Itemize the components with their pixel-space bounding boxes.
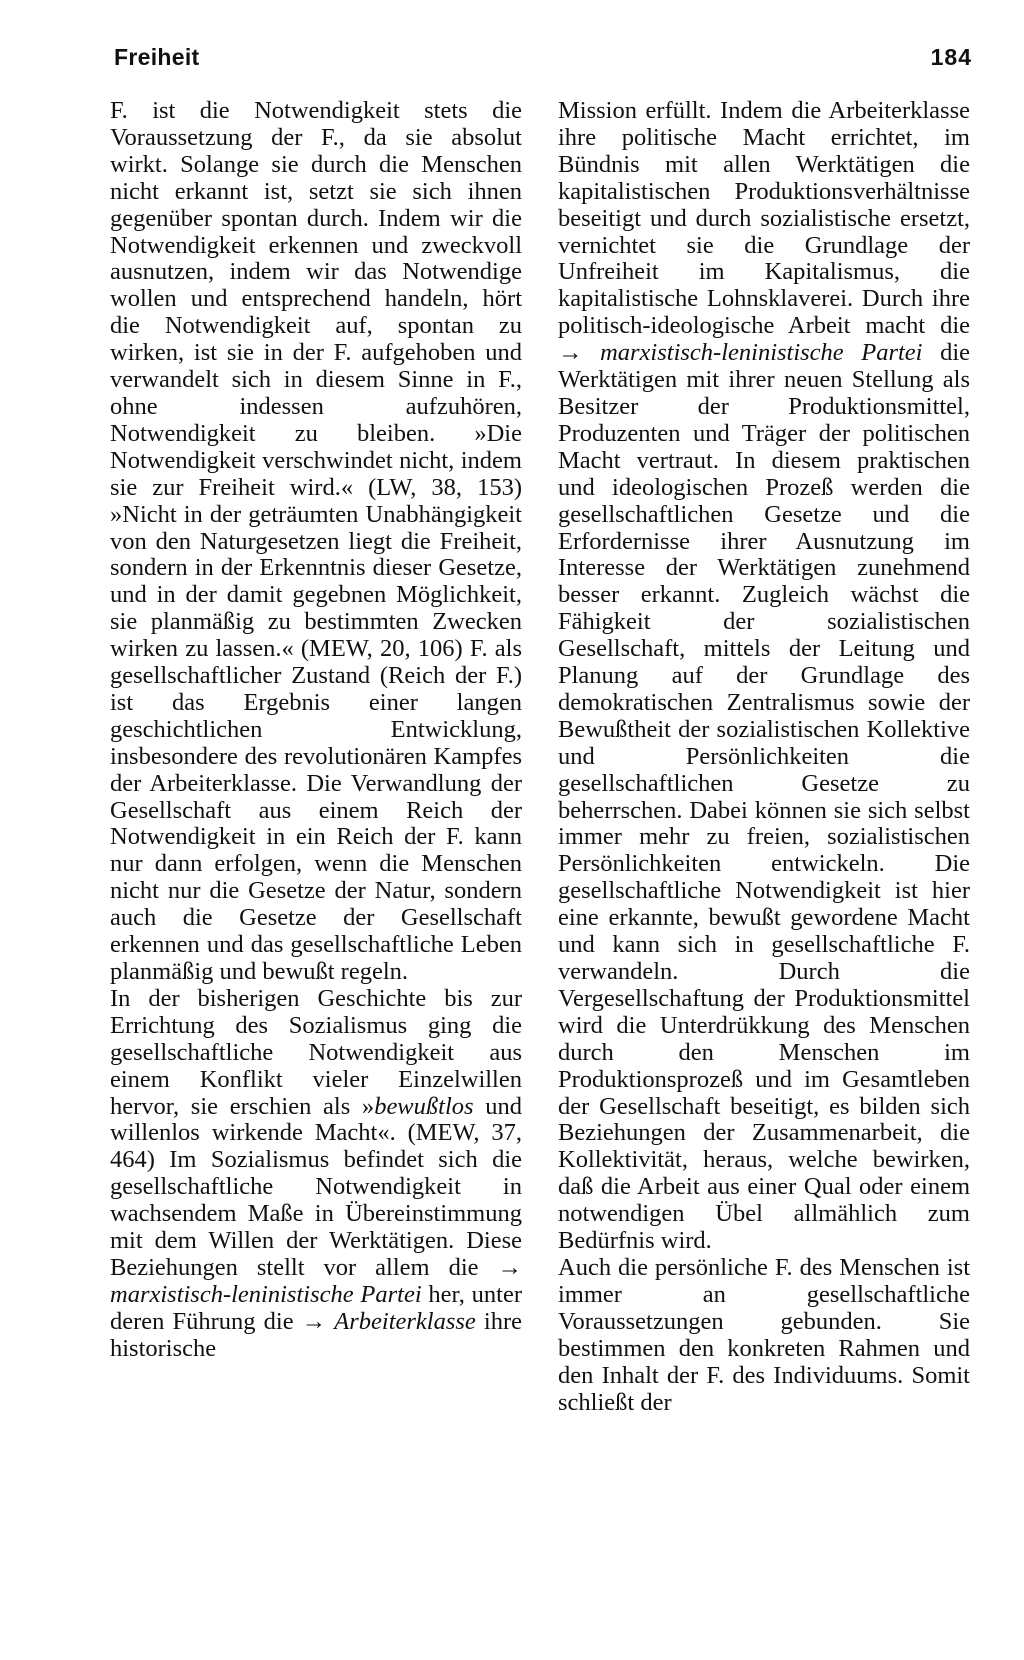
- running-head: Freiheit: [114, 44, 200, 70]
- left-p1-text: F. ist die Notwendigkeit stets die Voraussetzung der F., da sie absolut wirkt. Solange sie durch die Menschen nicht erkannt ist, setzt sie sich ihnen gegenüber spontan durch. Indem wir die Notwendigkeit erkennen und zweckvoll ausnutzen, indem wir das Notwendige wollen und entsprechend handeln, hört die Notwendigkeit auf, spontan zu wirken, ist sie in der F. aufgehoben und verwandelt sich in diesem Sinne in F., ohne indessen aufzuhören, Notwendigkeit zu bleiben. »Die Notwendigkeit verschwindet nicht, indem sie zur Freiheit wird.« (LW, 38, 153) »Nicht in der geträumten Unabhängigkeit von den Naturgesetzen liegt die Freiheit, sondern in der Erkenntnis dieser Gesetze, und in der damit gegebnen Möglichkeit, sie planmäßig zu bestimmten Zwecken wirken zu lassen.« (MEW, 20, 106) F. als gesellschaftlicher Zustand (Reich der F.) ist das Ergebnis einer langen geschichtlichen Entwicklung, insbesondere des revolutionären Kampfes der Arbeiterklasse. Die Verwandlung der Gesellschaft aus einem Reich der Notwendigkeit in ein Reich der F. kann nur dann erfolgen, wenn die Menschen nicht nur die Gesetze der Natur, sondern auch die Gesetze der Gesellschaft erkennen und das gesellschaftliche Leben planmäßig und bewußt regeln.: [110, 97, 522, 985]
- left-paragraph-1: [110, 98, 522, 986]
- left-p2-text-c: und willenlos wirkende Macht«. (MEW, 37, 464) Im Sozialismus befindet sich die gesellschaftliche Notwendigkeit in wachsendem Maße in Übereinstimmung mit dem Willen der Werktätigen. Diese Beziehungen stellt vor allem die →: [110, 1092, 523, 1281]
- left-p2-crossref-arbeiterklasse: Arbeiterklasse: [334, 1307, 476, 1335]
- left-p2-crossref-partei: marxistisch-leninistische Partei: [110, 1280, 422, 1308]
- right-p1-crossref-partei: marxistisch-leninistische Partei: [600, 339, 923, 367]
- right-paragraph-1: [558, 98, 970, 1255]
- left-p2-emphasis-bewusstlos: bewußtlos: [374, 1092, 474, 1120]
- left-p2-text-g: ihre historische: [110, 1307, 523, 1362]
- right-p2-text: Auch die persönliche F. des Menschen ist immer an gesellschaftliche Voraussetzungen gebunden. Sie bestimmen den konkreten Rahmen und den Inhalt der F. des Individuums. Somit schließt der: [558, 1253, 970, 1416]
- page-number: 184: [930, 44, 972, 70]
- left-p2-text-a: In der bisherigen Geschichte bis zur Errichtung des Sozialismus ging die gesellschaftliche Notwendigkeit aus einem Konflikt vieler Einzelwillen hervor, sie erschien als »: [110, 984, 522, 1120]
- page-header: [114, 44, 972, 80]
- right-column: [558, 98, 970, 1416]
- left-p2-text-e: her, unter deren Führung die →: [110, 1280, 522, 1335]
- left-paragraph-2: [110, 986, 522, 1363]
- right-p1-text-c: die Werktätigen mit ihrer neuen Stellung als Besitzer der Produktionsmittel, Produzenten und Träger der politischen Macht vertraut. In diesem praktischen und ideologischen Prozeß werden die gesellschaftlichen Gesetze und die Erfordernisse ihrer Ausnutzung im Interesse der Werktätigen zunehmend besser erkannt. Zugleich wächst die Fähigkeit der sozialistischen Gesellschaft, mittels der Leitung und Planung auf der Grundlage des demokratischen Zentralismus sowie der Bewußtheit der sozialistischen Kollektive und Persönlichkeiten die gesellschaftlichen Gesetze zu beherrschen. Dabei können sie sich selbst immer mehr zu freien, sozialistischen Persönlichkeiten entwickeln. Die gesellschaftliche Notwendigkeit ist hier eine erkannte, bewußt gewordene Macht und kann sich in gesellschaftliche F. verwandeln. Durch die Vergesellschaftung der Produktionsmittel wird die Unterdrükkung des Menschen durch den Menschen im Produktionsprozeß und im Gesamtleben der Gesellschaft beseitigt, es bilden sich Beziehungen der Zusammenarbeit, die Kollektivität, heraus, welche bewirken, daß die Arbeit aus einer Qual oder einem notwendigen Übel allmählich zum Bedürfnis wird.: [558, 339, 971, 1255]
- left-column: [110, 98, 522, 1363]
- right-paragraph-2: [558, 1255, 970, 1416]
- right-p1-text-a: Mission erfüllt. Indem die Arbeiterklasse ihre politische Macht errichtet, im Bündnis mit allen Werktätigen die kapitalistischen Produktionsverhältnisse beseitigt und durch sozialistische ersetzt, vernichtet sie die Grundlage der Unfreiheit im Kapitalismus, die kapitalistische Lohnsklaverei. Durch ihre politisch-ideologische Arbeit macht die →: [558, 97, 970, 367]
